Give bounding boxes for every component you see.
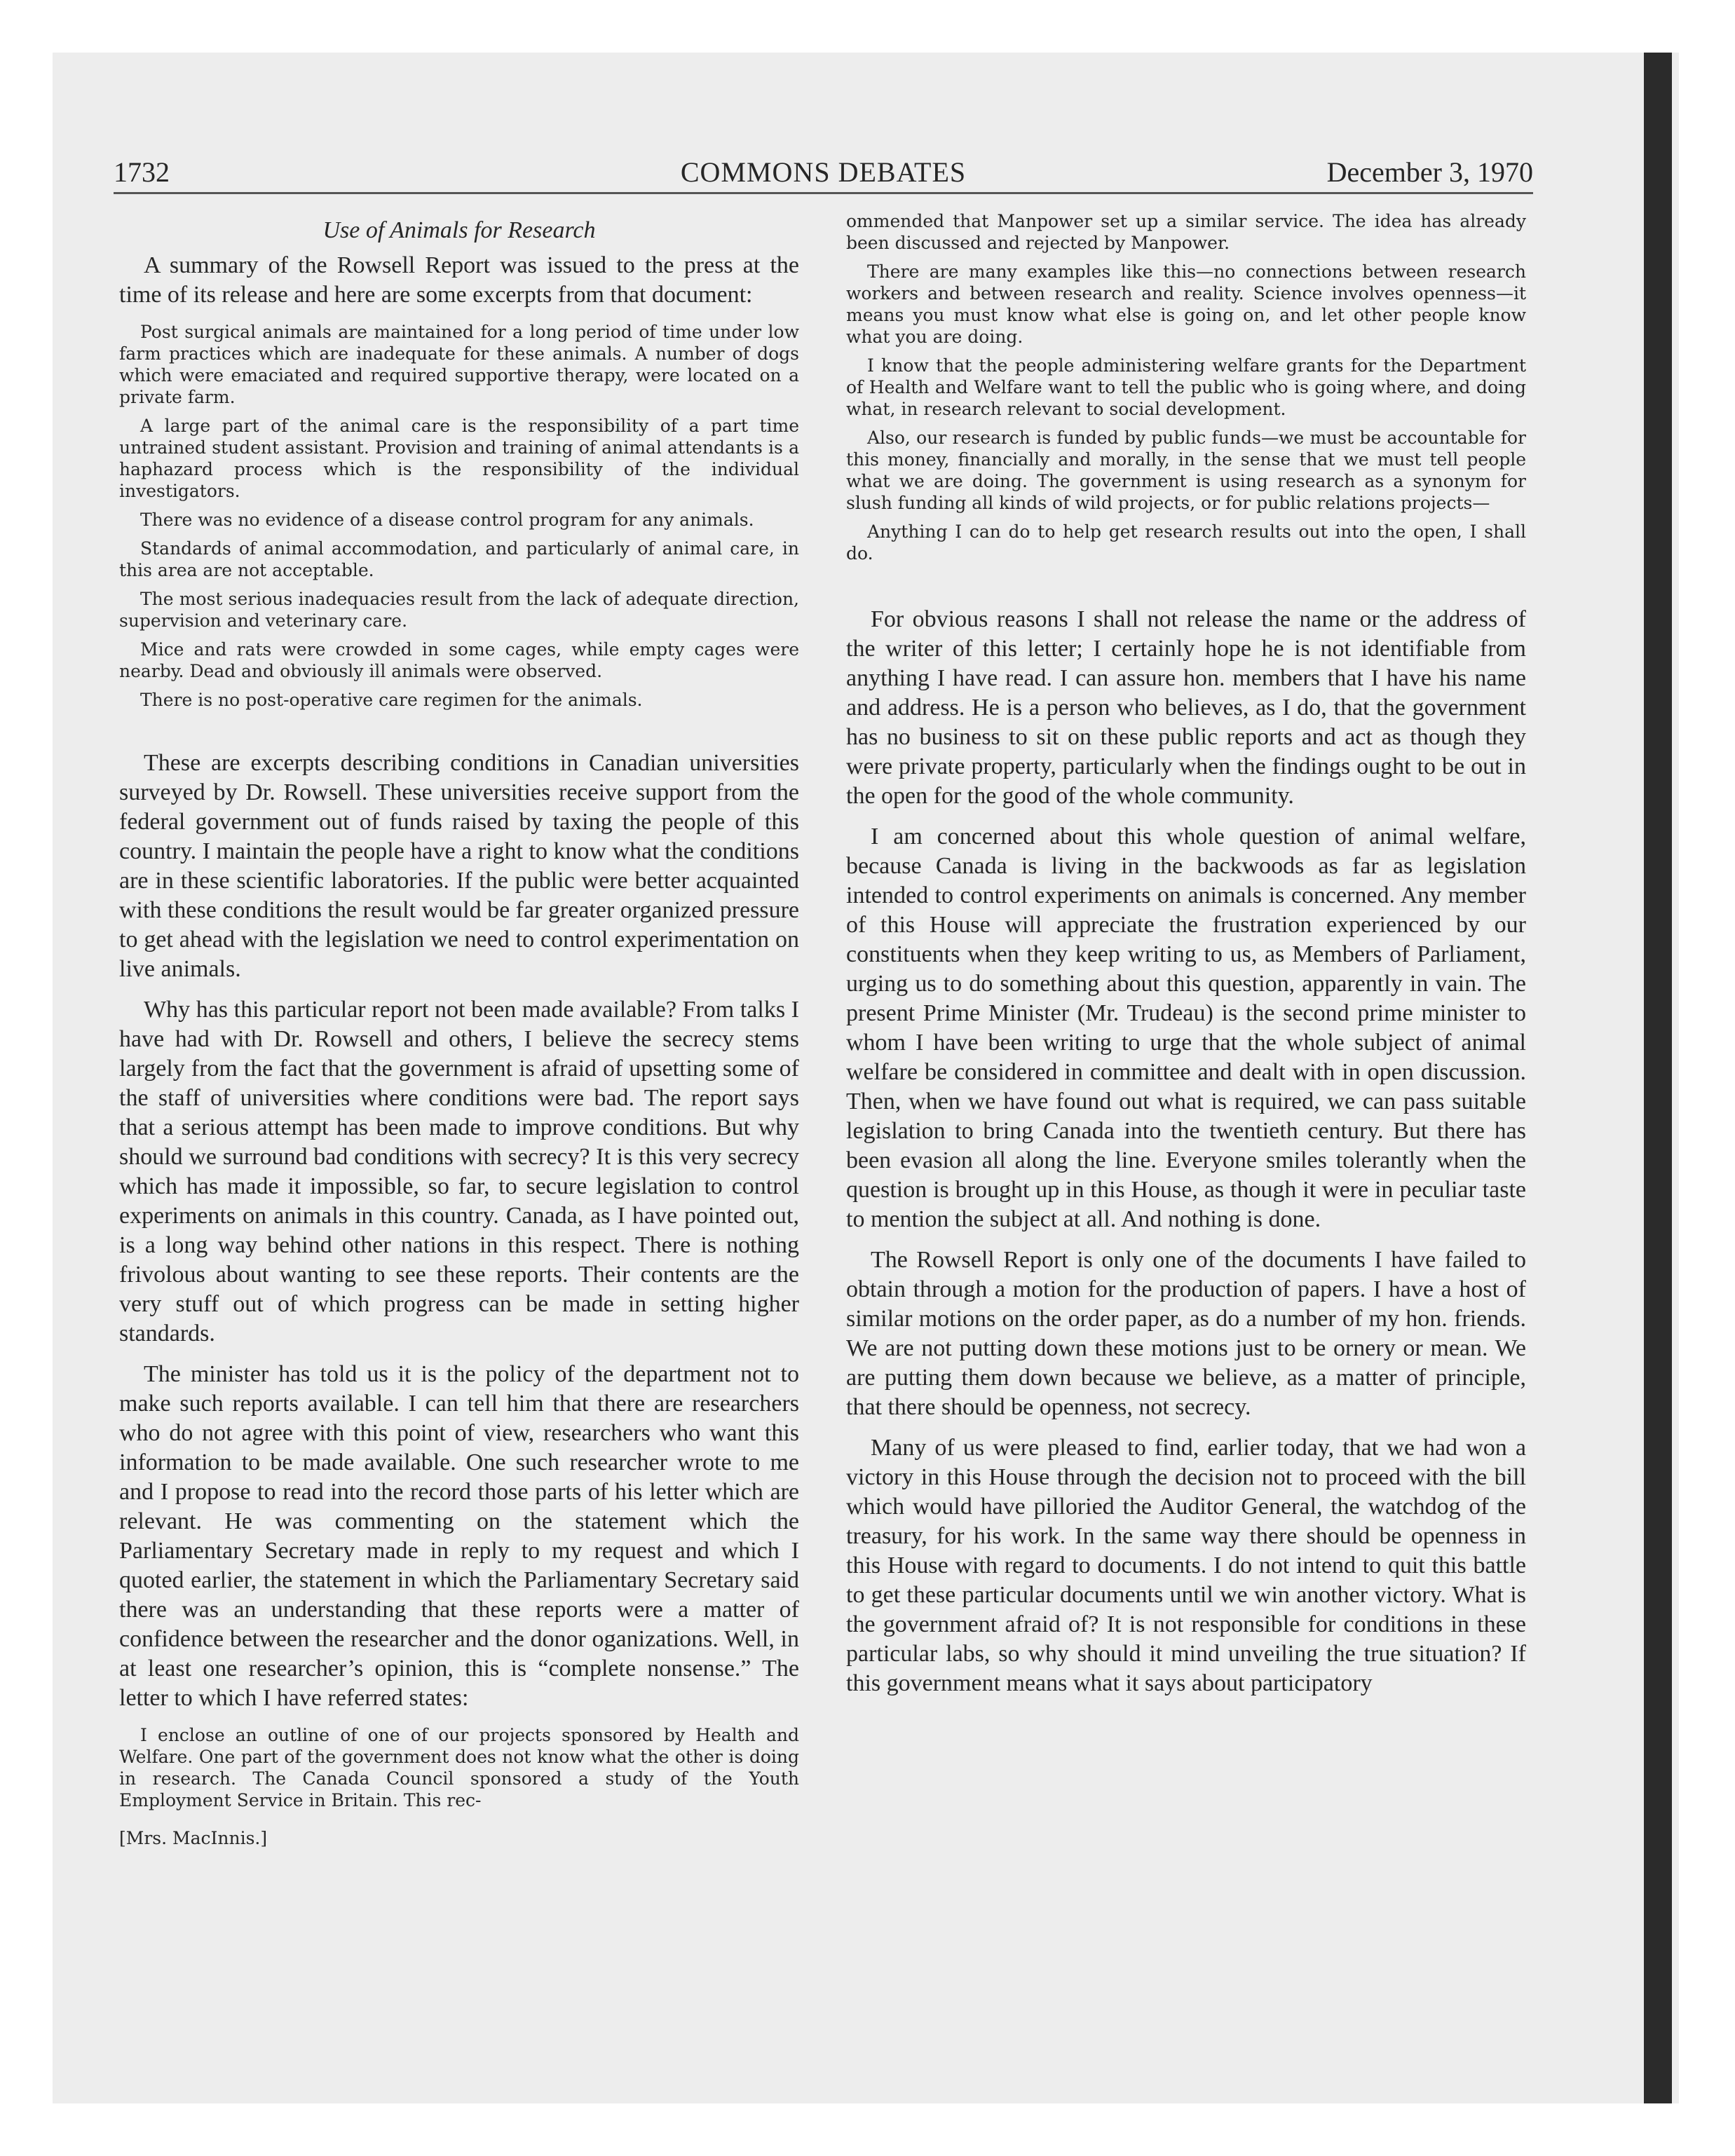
report-excerpt: Standards of animal accommodation, and particularly of animal care, in this area are not acceptable. — [119, 538, 799, 580]
speech-paragraph: These are excerpts describing conditions in Canadian universities surveyed by Dr. Rowsell. These universities receive support from the federal government out of funds raised by taxing the people of this country. I maintain the people have a right to know what the conditions are in these scientific laboratories. If the public were better acquainted with these conditions the result would be far greater organized pressure to get ahead with the legislation we need to control experimentation on live animals. — [119, 750, 799, 982]
letter-excerpt: I enclose an outline of one of our projects sponsored by Health and Welfare. One part of the government does not know what the other is doing in research. The Canada Council sponsored a study of the Youth Employment Service in Britain. This rec- — [119, 1725, 799, 1810]
speech-paragraph: Why has this particular report not been made available? From talks I have had with Dr. Rowsell and others, I believe the secrecy stems largely from the fact that the government is afraid of upsetting some of the staff of universities where conditions were bad. The report says that a serious attempt has been made to improve conditions. But why should we surround bad conditions with secrecy? It is this very secrecy which has made it impossible, so far, to secure legislation to control experiments on animals in this country. Canada, as I have pointed out, is a long way behind other nations in this respect. There is nothing frivolous about wanting to see these reports. Their contents are the very stuff out of which progress can be made in setting higher standards. — [119, 997, 799, 1346]
speech-paragraph: The Rowsell Report is only one of the documents I have failed to obtain through a motion for the production of papers. I have a host of similar motions on the order paper, as do a number of my hon. friends. We are not putting down these motions just to be ornery or mean. We are putting them down because we believe, as a matter of principle, that there should be openness, not secrecy. — [846, 1247, 1526, 1420]
speech-paragraph: For obvious reasons I shall not release the name or the address of the writer of this letter; I certainly hope he is not identifiable from anything I have read. I can assure hon. members that I have his name and address. He is a person who believes, as I do, that the government has no business to sit on these public reports and act as though they were private property, particularly when the findings ought to be out in the open for the good of the whole community. — [846, 606, 1526, 809]
speech-paragraph: Many of us were pleased to find, earlier today, that we had won a victory in this House through the decision not to proceed with the bill which would have pilloried the Auditor General, the watchdog of the treasury, for his work. In the same way there should be openness in this House with regard to documents. I do not intend to quit this battle to get these particular documents until we win another victory. What is the government afraid of? It is not responsible for conditions in these particular labs, so why should it mind unveiling the true situation? If this government means what it says about participatory — [846, 1435, 1526, 1696]
letter-excerpt: Anything I can do to help get research results out into the open, I shall do. — [846, 521, 1526, 564]
speech-paragraph: I am concerned about this whole question of animal welfare, because Canada is living in the backwoods as far as legislation intended to control experiments on animals is concerned. Any member of this House will appreciate the frustration experienced by our constituents when they keep writing to us, as Members of Parliament, urging us to do something about this question, apparently in vain. The present Prime Minister (Mr. Trudeau) is the second prime minister to whom I have been writing to urge that the whole subject of animal welfare be considered in committee and dealt with in open discussion. Then, when we have found out what is required, we can pass suitable legislation to bring Canada into the twentieth century. But there has been evasion all along the line. Everyone smiles tolerantly when the question is brought up in this House, as though it were in peculiar taste to mention the subject at all. And nothing is done. — [846, 824, 1526, 1232]
publication-title: COMMONS DEBATES — [680, 156, 967, 188]
report-excerpt: A large part of the animal care is the responsibility of a part time untrained student assistant. Provision and training of animal attendants is a haphazard process which is the responsibility of the individual investigators. — [119, 416, 799, 501]
speech-paragraph: The minister has told us it is the policy of the department not to make such reports available. I can tell him that there are researchers who do not agree with this point of view, researchers who want this information to be made available. One such researcher wrote to me and I propose to read into the record those parts of his letter which are relevant. He was commenting on the statement which the Parliamentary Secretary made in reply to my request and which I quoted earlier, the statement in which the Parliamentary Secretary said there was an understanding that these reports were a matter of confidence between the researcher and the donor oganizations. Well, in at least one researcher’s opinion, this is “complete nonsense.” The letter to which I have referred states: — [119, 1361, 799, 1711]
letter-excerpt: I know that the people administering welfare grants for the Department of Health and Welfare want to tell the public who is going where, and doing what, in research relevant to social development. — [846, 355, 1526, 419]
report-excerpt: There was no evidence of a disease control program for any animals. — [140, 510, 754, 530]
report-excerpt: The most serious inadequacies result from the lack of adequate direction, supervision and veterinary care. — [119, 589, 799, 631]
page-number: 1732 — [114, 156, 170, 188]
left-column — [119, 210, 799, 1848]
letter-excerpt: There are many examples like this—no connections between research workers and between research and reality. Science involves openness—it means you must know what else is going on, and let other people know what you are doing. — [846, 261, 1526, 347]
section-heading: Use of Animals for Research — [322, 217, 596, 243]
report-excerpt: Post surgical animals are maintained for a long period of time under low farm practices which are inadequate for these animals. A number of dogs which were emaciated and required supportive therapy, were located on a private farm. — [119, 322, 799, 407]
publication-date: December 3, 1970 — [1326, 156, 1533, 188]
intro-paragraph: A summary of the Rowsell Report was issued to the press at the time of its release and here are some excerpts from that document: — [119, 252, 799, 308]
letter-excerpt: Also, our research is funded by public funds—we must be accountable for this money, financially and morally, in the sense that we must tell people what we are doing. The government is using research as a synonym for slush funding all kinds of wild projects, or for public relations projects— — [846, 428, 1526, 513]
report-excerpt: There is no post-operative care regimen for the animals. — [140, 690, 643, 710]
speaker-attribution: [Mrs. MacInnis.] — [119, 1828, 268, 1848]
letter-excerpt: ommended that Manpower set up a similar service. The idea has already been discussed and rejected by Manpower. — [846, 211, 1526, 253]
page-header — [114, 153, 1533, 194]
right-column — [846, 210, 1526, 1710]
report-excerpt: Mice and rats were crowded in some cages, while empty cages were nearby. Dead and obviously ill animals were observed. — [119, 639, 799, 681]
